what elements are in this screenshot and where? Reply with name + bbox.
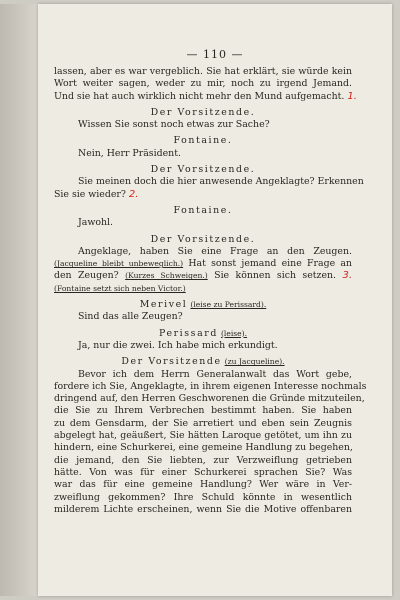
speaker-name: Merivel — [139, 299, 188, 311]
text-line — [54, 189, 352, 201]
speaker-heading: Der Vorsitzende. — [150, 233, 256, 245]
text-line: hindern, eine Schurkerei, eine gemeine Handlung zu begehen, — [54, 442, 353, 454]
speaker-heading: Fontaine. — [173, 204, 233, 216]
page-number: — 110 — — [186, 48, 244, 61]
page-body — [54, 66, 367, 516]
text-line: fordere ich Sie, Angeklagte, in ihrem eigenen Interesse nochmals — [54, 380, 367, 392]
text-line: dringend auf, den Herren Geschworenen die Gründe mitzuteilen, — [54, 393, 365, 405]
text-line: Sie meinen doch die hier anwesende Angeklagte? Erkennen — [78, 176, 364, 188]
stage-direction: (Fontaine setzt sich neben Victor.) — [54, 283, 186, 293]
text-line: Angeklage, haben Sie eine Frage an den Zeugen. — [78, 245, 352, 257]
text-line: war das für eine gemeine Handlung? Wer wäre in Ver- — [54, 479, 352, 491]
text-line — [54, 283, 352, 295]
speaker-heading — [54, 356, 352, 368]
text-line: Wissen Sie sonst noch etwas zur Sache? — [78, 119, 270, 131]
text-line: Jawohl. — [78, 217, 114, 229]
speaker-heading: Fontaine. — [173, 135, 233, 147]
text-span: Sie sie wieder? — [54, 188, 126, 200]
stage-direction: (Jacqueline bleibt unbeweglich.) — [54, 259, 184, 269]
speaker-name: Perissard — [158, 327, 218, 339]
text-span: Sie können sich setzen. — [214, 270, 337, 282]
stage-direction: (leise). — [220, 328, 248, 338]
text-span: Hat sonst jemand eine Frage an — [188, 258, 352, 270]
text-line: Bevor ich dem Herrn Generalanwalt das Wort gebe, — [78, 368, 352, 380]
speaker-heading — [54, 299, 352, 311]
stage-direction: (leise zu Perissard). — [190, 300, 267, 310]
text-line — [54, 258, 352, 270]
text-line: abgelegt hat, geäußert, Sie hätten Laroque getötet, um ihn zu — [54, 430, 352, 442]
speaker-heading — [54, 328, 352, 340]
text-line: Ja, nur die zwei. Ich habe mich erkundigt. — [78, 339, 278, 351]
annotation-mark: 1. — [347, 90, 357, 102]
speaker-heading: Der Vorsitzende. — [150, 106, 256, 118]
annotation-mark: 3. — [342, 270, 352, 282]
text-line: Nein, Herr Präsident. — [78, 147, 181, 159]
text-line: hätte. Von was für einer Schurkerei sprachen Sie? Was — [54, 466, 352, 478]
text-line: Wort weiter sagen, weder zu mir, noch zu irgend Jemand. — [54, 78, 352, 90]
annotation-mark: 2. — [128, 188, 139, 200]
text-line: lassen, aber es war vergeblich. Sie hat erklärt, sie würde kein — [54, 66, 352, 77]
speaker-heading: Der Vorsitzende. — [150, 164, 256, 176]
text-line — [54, 270, 352, 282]
text-line: zweiflung gekommen? Ihre Schuld könnte in wesentlich — [54, 491, 352, 503]
text-span: den Zeugen? — [54, 270, 119, 282]
text-line: milderem Lichte erscheinen, wenn Sie die Motive offenbaren — [54, 503, 352, 515]
text-line: zu dem Gensdarm, der Sie arretiert und eben sein Zeugnis — [54, 417, 352, 429]
stage-direction: (zu Jacqueline). — [224, 357, 285, 367]
book-binding — [0, 4, 38, 596]
stage-direction: (Kurzes Schweigen.) — [125, 271, 208, 281]
speaker-name: Der Vorsitzende — [121, 356, 222, 368]
text-line — [54, 90, 357, 103]
text-line: die jemand, den Sie liebten, zur Verzweiflung getrieben — [54, 454, 352, 466]
text-line: Sind das alle Zeugen? — [78, 311, 183, 323]
text-line: die Sie zu Ihrem Verbrechen bestimmt haben. Sie haben — [54, 405, 352, 417]
text-span: Und sie hat auch wirklich nicht mehr den Mund aufgemacht. — [54, 90, 345, 102]
